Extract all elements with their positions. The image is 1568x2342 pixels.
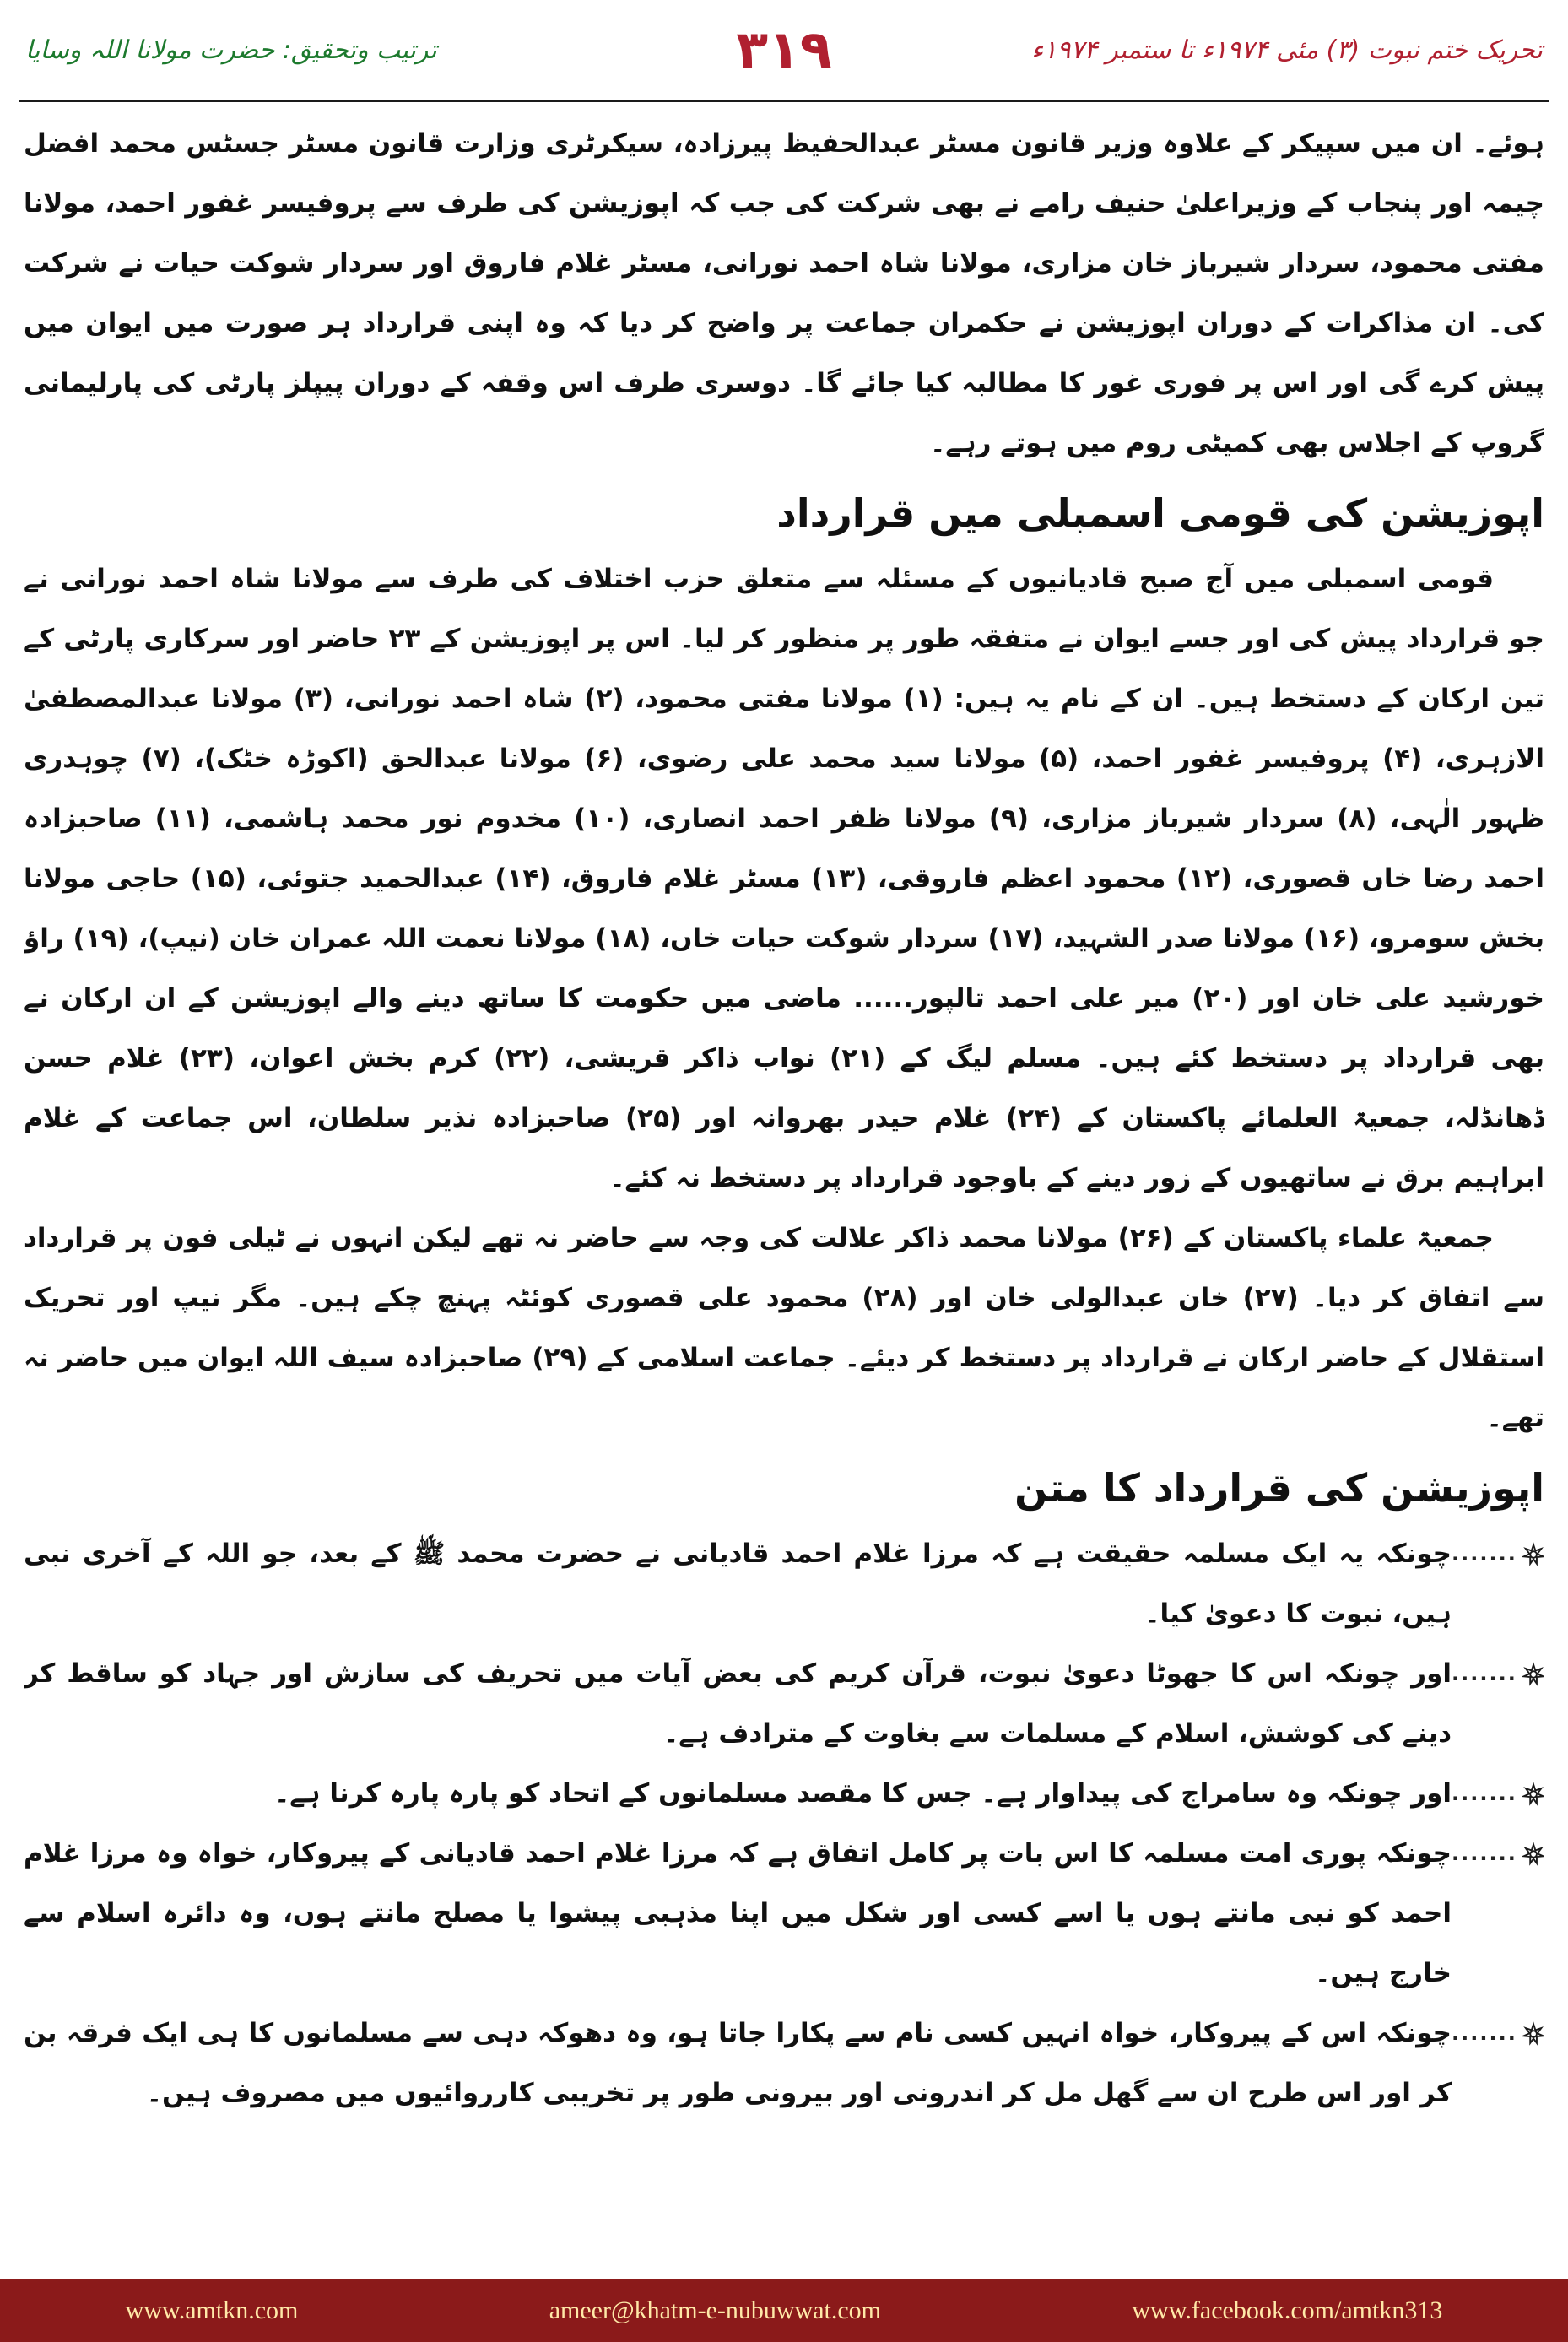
bullet-marker bbox=[1452, 1524, 1544, 1584]
jamiat-paragraph: جمعیۃ علماء پاکستان کے (۲۶) مولانا محمد ذاکر علالت کی وجہ سے حاضر نہ تھے لیکن انہوں نے ٹیلی فون پر قرارداد سے اتفاق کر دیا۔ (۲۷) خان عبدالولی خان اور (۲۸) محمود علی قصوری کوئٹہ پہنچ چکے ہیں۔ مگر نیپ اور تحریک استقلال کے حاضر ارکان نے قرارداد پر دستخط کر دیئے۔ جماعت اسلامی کے (۲۹) صاحبزادہ سیف اللہ ایوان میں حاضر نہ تھے۔ bbox=[24, 1223, 1544, 1433]
website-link[interactable]: www.amtkn.com bbox=[125, 2296, 299, 2324]
star-flower-icon bbox=[1522, 1840, 1544, 1869]
page-number: ۳۱۹ bbox=[736, 19, 832, 80]
bullet-marker bbox=[1452, 2004, 1544, 2063]
email-link[interactable]: ameer@khatm-e-nubuwwat.com bbox=[549, 2296, 882, 2324]
star-flower-icon bbox=[1522, 1540, 1544, 1569]
compiler-credit: ترتیب وتحقیق: حضرت مولانا اللہ وسایا bbox=[25, 35, 437, 65]
header-divider bbox=[19, 100, 1549, 102]
page-body bbox=[24, 114, 1544, 2279]
bullet-dots: ....... bbox=[1452, 1662, 1517, 1685]
bullet-marker bbox=[1452, 1824, 1544, 1884]
book-title: تحریک ختم نبوت (۳) مئی ۱۹۷۴ء تا ستمبر ۱۹۷۴ء bbox=[1031, 35, 1543, 65]
page-footer bbox=[0, 2279, 1568, 2342]
bullet-text: چونکہ یہ ایک مسلمہ حقیقت ہے کہ مرزا غلام احمد قادیانی نے حضرت محمد ﷺ کے بعد، جو اللہ کے آخری نبی ہیں، نبوت کا دعویٰ کیا۔ bbox=[24, 1539, 1452, 1629]
list-item bbox=[24, 2004, 1544, 2123]
section-heading-resolution bbox=[24, 480, 1544, 546]
list-item bbox=[24, 1824, 1544, 2004]
star-flower-icon bbox=[1522, 2020, 1544, 2048]
bullet-dots: ....... bbox=[1452, 1782, 1517, 1805]
facebook-link[interactable]: www.facebook.com/amtkn313 bbox=[1132, 2296, 1443, 2324]
resolution-points bbox=[24, 1524, 1544, 2123]
bullet-dots: ....... bbox=[1452, 2021, 1517, 2045]
bullet-marker bbox=[1452, 1644, 1544, 1704]
section-heading-text-label: اپوزیشن کی قرارداد کا متن bbox=[1014, 1465, 1544, 1511]
star-flower-icon bbox=[1522, 1780, 1544, 1809]
list-item bbox=[24, 1524, 1544, 1644]
bullet-dots: ....... bbox=[1452, 1542, 1517, 1566]
bullet-dots: ....... bbox=[1452, 1842, 1517, 1865]
section-heading-resolution-text: اپوزیشن کی قومی اسمبلی میں قرارداد bbox=[776, 490, 1544, 536]
bullet-text: چونکہ پوری امت مسلمہ کا اس بات پر کامل اتفاق ہے کہ مرزا غلام احمد قادیانی کے پیروکار، خواہ وہ مرزا غلام احمد کو نبی مانتے ہوں یا اسے کسی اور شکل میں اپنا مذہبی پیشوا یا مصلح مانتے ہوں، وہ دائرہ اسلام سے خارج ہیں۔ bbox=[24, 1838, 1452, 1988]
star-flower-icon bbox=[1522, 1660, 1544, 1689]
resolution-paragraph: قومی اسمبلی میں آج صبح قادیانیوں کے مسئلہ سے متعلق حزب اختلاف کی طرف سے مولانا شاہ احمد نورانی نے جو قرارداد پیش کی اور جسے ایوان نے متفقہ طور پر منظور کر لیا۔ اس پر اپوزیشن کے ۲۳ حاضر اور سرکاری پارٹی کے تین ارکان کے دستخط ہیں۔ ان کے نام یہ ہیں: (۱) مولانا مفتی محمود، (۲) شاہ احمد نورانی، (۳) مولانا عبدالمصطفیٰ الازہری، (۴) پروفیسر غفور احمد، (۵) مولانا سید محمد علی رضوی، (۶) مولانا عبدالحق (اکوڑہ خٹک)، (۷) چوہدری ظہور الٰہی، (۸) سردار شیرباز مزاری، (۹) مولانا ظفر احمد انصاری، (۱۰) مخدوم نور محمد ہاشمی، (۱۱) صاحبزادہ احمد رضا خاں قصوری، (۱۲) محمود اعظم فاروقی، (۱۳) مسٹر غلام فاروق، (۱۴) عبدالحمید جتوئی، (۱۵) حاجی مولانا بخش سومرو، (۱۶) مولانا صدر الشہید، (۱۷) سردار شوکت حیات خاں، (۱۸) مولانا نعمت اللہ عمران خان (نیپ)، (۱۹) راؤ خورشید علی خان اور (۲۰) میر علی احمد تالپور...... ماضی میں حکومت کا ساتھ دینے والے اپوزیشن کے ان ارکان نے بھی قرارداد پر دستخط کئے ہیں۔ مسلم لیگ کے (۲۱) نواب ذاکر قریشی، (۲۲) کرم بخش اعوان، (۲۳) غلام حسن ڈھانڈلہ، جمعیۃ العلمائے پاکستان کے (۲۴) غلام حیدر بھروانہ اور (۲۵) صاحبزادہ نذیر سلطان، اس جماعت کے غلام ابراہیم برق نے ساتھیوں کے زور دینے کے باوجود قرارداد پر دستخط نہ کئے۔ bbox=[24, 564, 1544, 1193]
list-item bbox=[24, 1764, 1544, 1824]
bullet-text: اور چونکہ اس کا جھوٹا دعویٰ نبوت، قرآن کریم کی بعض آیات میں تحریف کی سازش اور جہاد کو ساقط کر دینے کی کوشش، اسلام کے مسلمات سے بغاوت کے مترادف ہے۔ bbox=[24, 1658, 1452, 1749]
list-item bbox=[24, 1644, 1544, 1764]
section-heading-text bbox=[24, 1455, 1544, 1521]
page-header bbox=[0, 0, 1568, 110]
bullet-marker bbox=[1452, 1764, 1544, 1824]
bullet-text: اور چونکہ وہ سامراج کی پیداوار ہے۔ جس کا مقصد مسلمانوں کے اتحاد کو پارہ پارہ کرنا ہے۔ bbox=[274, 1778, 1452, 1809]
intro-paragraph: ہوئے۔ ان میں سپیکر کے علاوہ وزیر قانون مسٹر عبدالحفیظ پیرزادہ، سیکرٹری وزارت قانون مسٹر جسٹس محمد افضل چیمہ اور پنجاب کے وزیراعلیٰ حنیف رامے نے بھی شرکت کی جب کہ اپوزیشن کی طرف سے پروفیسر غفور احمد، مولانا مفتی محمود، سردار شیرباز خان مزاری، مولانا شاہ احمد نورانی، مسٹر غلام فاروق اور سردار شوکت حیات نے شرکت کی۔ ان مذاکرات کے دوران اپوزیشن نے حکمران جماعت پر واضح کر دیا کہ وہ اپنی قرارداد ہر صورت میں ایوان میں پیش کرے گی اور اس پر فوری غور کا مطالبہ کیا جائے گا۔ دوسری طرف اس وقفہ کے دوران پیپلز پارٹی کی پارلیمانی گروپ کے اجلاس بھی کمیٹی روم میں ہوتے رہے۔ bbox=[24, 128, 1544, 458]
bullet-text: چونکہ اس کے پیروکار، خواہ انہیں کسی نام سے پکارا جاتا ہو، وہ دھوکہ دہی سے مسلمانوں کا ہی ایک فرقہ بن کر اور اس طرح ان سے گھل مل کر اندرونی اور بیرونی طور پر تخریبی کارروائیوں میں مصروف ہیں۔ bbox=[24, 2018, 1452, 2108]
